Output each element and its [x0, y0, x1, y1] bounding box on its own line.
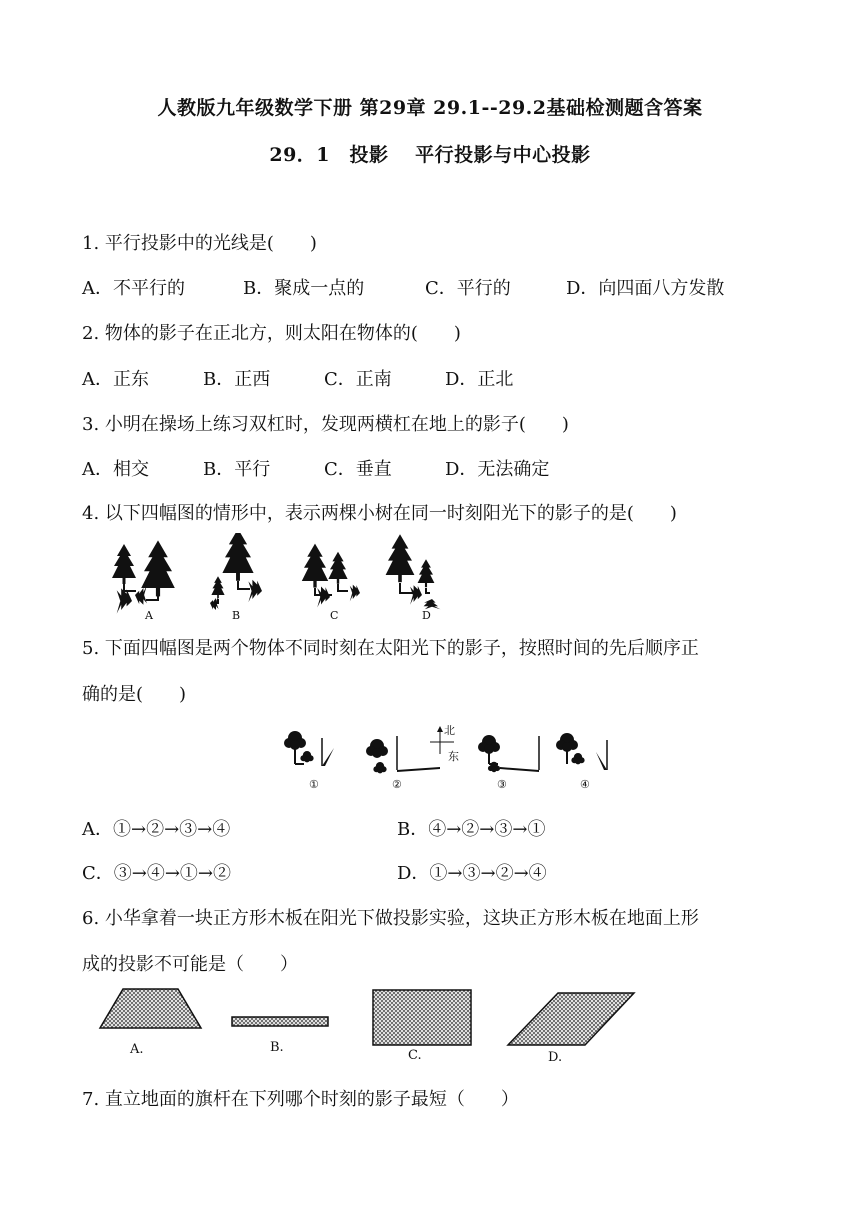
q5-option-a: A．①→②→③→④: [82, 819, 231, 840]
q2-option-b: B．正西: [203, 369, 271, 390]
question-3-stem: 3. 小明在操场上练习双杠时，发现两横杠在地上的影子( ): [82, 414, 569, 435]
q5-option-d: D．①→③→②→④: [397, 863, 547, 884]
q4-figure-b: [210, 533, 262, 622]
q5-option-b: B．④→②→③→①: [397, 819, 546, 840]
q6-label-b: B.: [270, 1040, 284, 1055]
q2-option-c: C．正南: [324, 369, 392, 390]
q4-label-c: C: [330, 609, 339, 622]
q1-option-d: D．向四面八方发散: [566, 278, 725, 299]
question-5-stem-line1: 5. 下面四幅图是两个物体不同时刻在太阳光下的影子，按照时间的先后顺序正: [82, 638, 699, 659]
q6-figure-d: [508, 993, 634, 1065]
q6-figure-a: [100, 989, 201, 1057]
q5-figure-4: [556, 733, 607, 791]
north-arrow-icon: [437, 726, 443, 732]
q5-shadow-figure: [282, 718, 622, 796]
question-6-stem-line2: 成的投影不可能是（ ）: [82, 954, 298, 975]
question-6-stem-line1: 6. 小华拿着一块正方形木板在阳光下做投影实验，这块正方形木板在地面上形: [82, 908, 699, 929]
q5-label-3: ③: [497, 778, 507, 791]
question-1-stem: 1. 平行投影中的光线是( ): [82, 233, 317, 254]
q6-projection-figure: [90, 985, 650, 1070]
q3-option-d: D．无法确定: [445, 459, 550, 480]
question-2-stem: 2. 物体的影子在正北方，则太阳在物体的( ): [82, 323, 461, 344]
q4-label-b: B: [232, 609, 241, 622]
q1-option-c: C．平行的: [425, 278, 511, 299]
q4-figure-d: [386, 534, 441, 622]
q6-label-d: D.: [548, 1050, 563, 1065]
document-title: 人教版九年级数学下册 第29章 29.1--29.2基础检测题含答案: [157, 97, 703, 119]
q5-label-1: ①: [309, 778, 319, 791]
q6-figure-b: [232, 1017, 328, 1055]
compass-north-label: 北: [444, 724, 455, 737]
q6-label-c: C.: [408, 1048, 422, 1063]
q6-label-a: A.: [130, 1042, 144, 1057]
q4-figure-c: [302, 544, 360, 622]
q5-option-c: C．③→④→①→②: [82, 863, 232, 884]
q6-figure-c: [373, 990, 471, 1063]
q5-compass: [430, 724, 459, 763]
q5-label-2: ②: [392, 778, 402, 791]
q4-trees-figure: [110, 533, 450, 625]
q5-label-4: ④: [580, 778, 590, 791]
compass-east-label: 东: [448, 750, 459, 763]
q2-option-a: A．正东: [82, 369, 149, 390]
section-title: 29．1 投影 平行投影与中心投影: [269, 144, 591, 166]
q4-label-d: D: [422, 609, 431, 622]
q4-figure-a: [112, 540, 175, 622]
q2-option-d: D．正北: [445, 369, 514, 390]
question-7-stem: 7. 直立地面的旗杆在下列哪个时刻的影子最短（ ）: [82, 1089, 519, 1110]
q5-figure-2: [366, 736, 440, 791]
q4-label-a: A: [145, 609, 153, 622]
q3-option-a: A．相交: [82, 459, 149, 480]
question-4-stem: 4. 以下四幅图的情形中，表示两棵小树在同一时刻阳光下的影子的是( ): [82, 503, 677, 524]
q3-option-c: C．垂直: [324, 459, 392, 480]
question-5-stem-line2: 确的是( ): [82, 684, 187, 705]
q1-option-a: A．不平行的: [82, 278, 185, 299]
q1-option-b: B．聚成一点的: [243, 278, 365, 299]
q5-figure-1: [284, 731, 334, 791]
q3-option-b: B．平行: [203, 459, 271, 480]
q5-figure-3: [478, 735, 539, 791]
